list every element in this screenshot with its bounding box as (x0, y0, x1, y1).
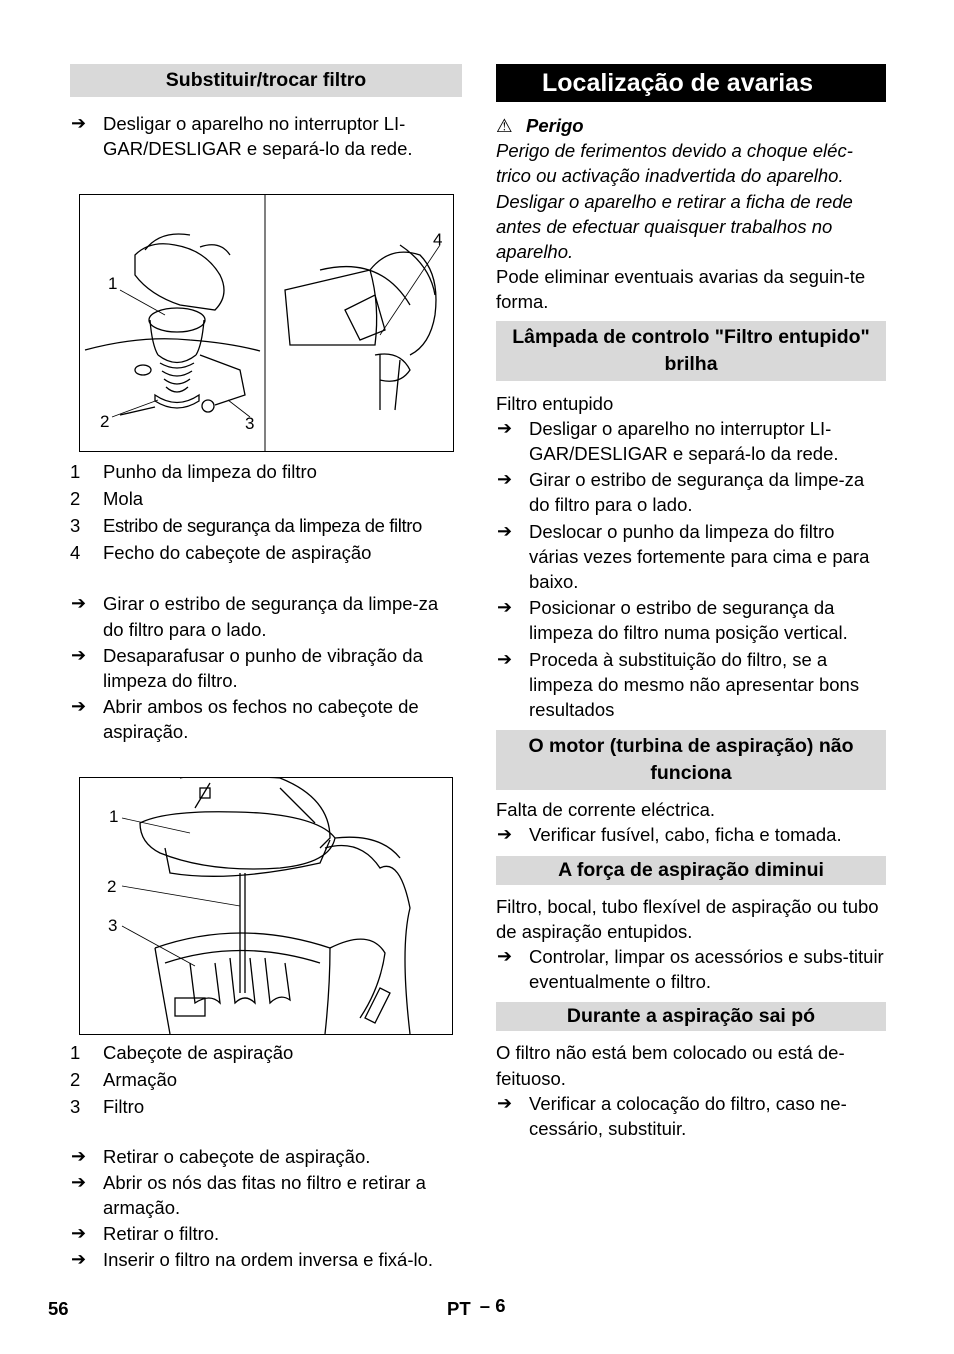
legend-item: 4 Fecho do cabeçote de aspiração (70, 542, 372, 564)
figure-label: 1 (109, 806, 119, 826)
cause-text: Filtro entupido (496, 392, 614, 414)
arrow-right-icon: ➔ (497, 1092, 513, 1113)
danger-heading: ⚠ Perigo (496, 113, 886, 138)
step: ➔ Retirar o cabeçote de aspiração. (70, 1144, 462, 1169)
arrow-right-icon: ➔ (71, 1223, 87, 1244)
step: ➔ Verificar a colocação do filtro, caso ne-cessário, substituir. (497, 1092, 847, 1140)
legend-item: 2 Armação (70, 1068, 178, 1090)
arrow-right-icon: ➔ (71, 1171, 87, 1192)
section-title: A força de aspiração diminui (496, 856, 886, 885)
step: ➔ Girar o estribo de segurança da limpe-za do filtro para o lado. (71, 593, 439, 640)
legend-item: 3 Estribo de segurança da limpeza de filtro (70, 515, 422, 537)
step: ➔ Desligar o aparelho no interruptor LI-GAR/DESLIGAR e separá-lo da rede. (71, 113, 413, 160)
arrow-right-icon: ➔ (71, 1145, 87, 1166)
legend-item: 3 Filtro (70, 1095, 145, 1117)
step: ➔ Abrir os nós das fitas no filtro e retirar a armação. (71, 1171, 426, 1219)
section-title: O motor (turbina de aspiração) não funciona (496, 730, 886, 790)
cause-text: Filtro, bocal, tubo flexível de aspiração ou tubo de aspiração entupidos. (496, 895, 879, 942)
step: ➔ Girar o estribo de segurança da limpe-za do filtro para o lado. (497, 469, 865, 516)
legend-list (70, 1039, 462, 1120)
figure-label: 2 (107, 876, 117, 896)
arrow-right-icon: ➔ (71, 1249, 87, 1270)
figure-filter-cleaning (79, 194, 454, 452)
cause-text: O filtro não está bem colocado ou está de-feituoso. (496, 1042, 845, 1089)
step: ➔ Desaparafusar o punho de vibração da limpeza do filtro. (71, 644, 423, 692)
main-title-troubleshooting: Localização de avarias (496, 64, 886, 102)
figure-label: 3 (245, 414, 255, 434)
figure-label: 1 (108, 274, 118, 294)
footer-section-marker: PT – 6 (447, 1295, 506, 1319)
right-column (496, 64, 886, 1141)
step: ➔ Controlar, limpar os acessórios e subs-tituir eventualmente o filtro. (497, 946, 884, 993)
step: ➔ Verificar fusível, cabo, ficha e tomada. (496, 822, 886, 847)
legend-item: 2 Mola (70, 488, 144, 510)
section-title-replace-filter: Substituir/trocar filtro (70, 64, 462, 97)
arrow-right-icon: ➔ (497, 597, 513, 618)
page-number: 56 (48, 1298, 69, 1319)
step: ➔ Retirar o filtro. (70, 1221, 462, 1246)
warning-triangle-icon: ⚠ (496, 115, 513, 136)
arrow-right-icon: ➔ (71, 644, 87, 665)
intro-text: Pode eliminar eventuais avarias da seguin-te forma. (496, 266, 866, 313)
step: ➔ Inserir o filtro na ordem inversa e fixá-lo. (70, 1247, 462, 1272)
section-title: Lâmpada de controlo "Filtro entupido" brilha (496, 321, 886, 381)
step: ➔ Posicionar o estribo de segurança da limpeza do filtro numa posição vertical. (497, 597, 848, 644)
arrow-right-icon: ➔ (497, 946, 513, 967)
left-column (70, 64, 462, 1273)
figure-label: 2 (100, 412, 110, 432)
legend-item: 1 Cabeçote de aspiração (70, 1041, 294, 1063)
step: ➔ Desligar o aparelho no interruptor LI-GAR/DESLIGAR e separá-lo da rede. (497, 417, 839, 465)
arrow-right-icon: ➔ (497, 824, 513, 845)
arrow-right-icon: ➔ (71, 113, 87, 133)
legend-item: 1 Punho da limpeza do filtro (70, 461, 317, 483)
danger-text: Perigo de ferimentos devido a choque eléc-trico ou activação inadvertida do aparelho. Desligar o aparelho e retirar a ficha de rede antes de efectuar quaisquer trabalhos no aparelho. (496, 140, 853, 263)
legend-list (70, 458, 462, 566)
figure-label: 4 (433, 230, 443, 250)
step: ➔ Abrir ambos os fechos no cabeçote de aspiração. (71, 696, 419, 743)
figure-suction-head (79, 777, 453, 1035)
step: ➔ Proceda à substituição do filtro, se a limpeza do mesmo não apresentar bons resultados (497, 648, 860, 721)
cause-text: Falta de corrente eléctrica. (496, 799, 716, 821)
arrow-right-icon: ➔ (497, 417, 513, 438)
arrow-right-icon: ➔ (497, 469, 513, 490)
section-title: Durante a aspiração sai pó (496, 1002, 886, 1031)
arrow-right-icon: ➔ (497, 520, 513, 541)
step: ➔ Deslocar o punho da limpeza do filtro várias vezes fortemente para cima e para baixo. (497, 520, 870, 593)
figure-label: 3 (108, 915, 118, 935)
arrow-right-icon: ➔ (71, 593, 87, 614)
arrow-right-icon: ➔ (497, 648, 513, 669)
arrow-right-icon: ➔ (71, 696, 87, 717)
